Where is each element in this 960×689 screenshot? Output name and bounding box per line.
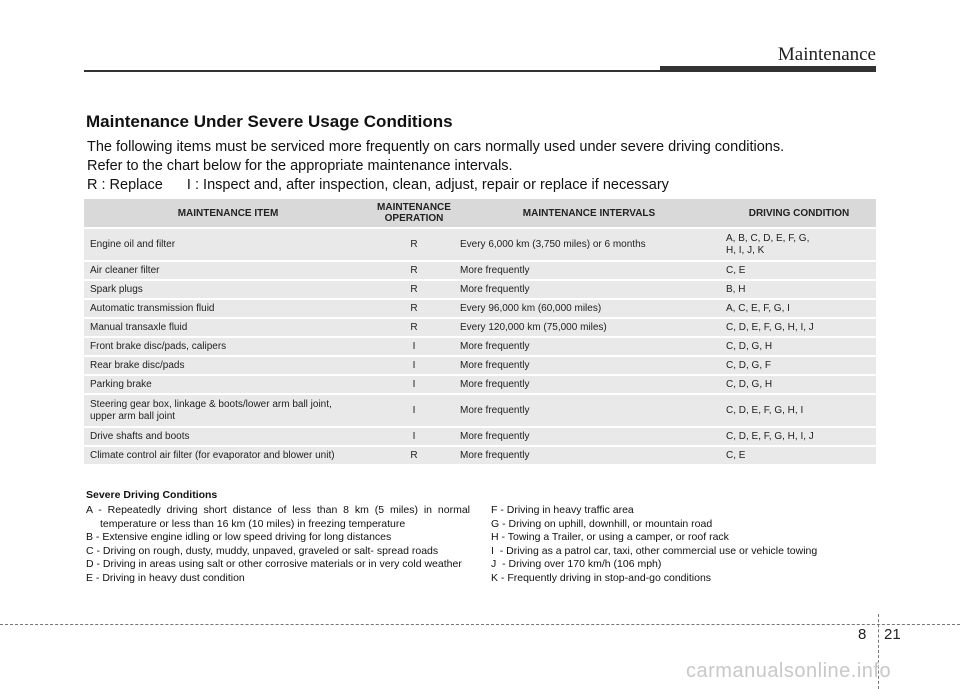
cell-condition: C, D, G, F (722, 357, 876, 374)
cell-condition: C, D, G, H (722, 376, 876, 393)
conditions-list-right (491, 504, 881, 585)
cell-item: Parking brake (84, 376, 372, 393)
maintenance-table (84, 197, 876, 466)
header-rule-thin (84, 70, 664, 72)
cell-operation: I (372, 376, 456, 393)
condition-item-j: J - Driving over 170 km/h (106 mph) (491, 558, 662, 570)
cell-interval: More frequently (456, 447, 722, 464)
cell-item: Spark plugs (84, 281, 372, 298)
cell-condition: C, D, E, F, G, H, I, J (722, 428, 876, 445)
page-header-title: Maintenance (777, 44, 876, 65)
table-header-row (84, 199, 876, 227)
table-row (84, 357, 876, 374)
cell-condition-line-1: A, B, C, D, E, F, G, (726, 232, 810, 244)
cell-item: Climate control air filter (for evaporator and blower unit) (84, 447, 372, 464)
condition-item-k: K - Frequently driving in stop-and-go conditions (491, 571, 712, 584)
cell-interval: More frequently (456, 428, 722, 445)
condition-item-d: D - Driving in areas using salt or other corrosive materials or in very cold weather (86, 558, 462, 570)
maintenance-table-wrapper (84, 197, 876, 466)
cell-interval: Every 120,000 km (75,000 miles) (456, 319, 722, 336)
cell-operation: R (372, 300, 456, 317)
header-driving-condition: DRIVING CONDITION (722, 199, 876, 227)
header-operation-line-1: MAINTENANCE (377, 202, 451, 213)
chapter-number: 8 (858, 626, 867, 643)
cell-condition: C, D, E, F, G, H, I, J (722, 319, 876, 336)
cell-condition: C, D, G, H (722, 338, 876, 355)
cell-interval: More frequently (456, 262, 722, 279)
header-operation-line-2: OPERATION (384, 213, 444, 224)
cell-condition: C, E (722, 447, 876, 464)
header-maintenance-intervals: MAINTENANCE INTERVALS (456, 199, 722, 227)
cell-item-line-1: Engine oil and filter (90, 238, 176, 250)
cell-item: Manual transaxle fluid (84, 319, 372, 336)
cell-interval: More frequently (456, 357, 722, 374)
table-row (84, 338, 876, 355)
cell-item (84, 395, 372, 426)
cell-item: Front brake disc/pads, calipers (84, 338, 372, 355)
table-row (84, 229, 876, 260)
section-title: Maintenance Under Severe Usage Conditions (86, 112, 453, 131)
cell-item: Rear brake disc/pads (84, 357, 372, 374)
cell-operation: I (372, 357, 456, 374)
cell-operation: I (372, 338, 456, 355)
cell-operation: R (372, 447, 456, 464)
conditions-list-left (86, 504, 470, 585)
cell-item-line-1: Steering gear box, linkage & boots/lower arm ball joint, (90, 398, 332, 410)
cell-operation: I (372, 395, 456, 426)
condition-item-b: B - Extensive engine idling or low speed driving for long distances (86, 531, 392, 543)
table-row (84, 447, 876, 464)
cell-item: Air cleaner filter (84, 262, 372, 279)
intro-text (87, 138, 887, 195)
cell-interval: Every 6,000 km (3,750 miles) or 6 months (456, 229, 722, 260)
table-row (84, 262, 876, 279)
table-row (84, 300, 876, 317)
severe-conditions-title: Severe Driving Conditions (86, 489, 218, 501)
footer-rule (0, 624, 960, 625)
header-maintenance-item: MAINTENANCE ITEM (84, 199, 372, 227)
table-row (84, 395, 876, 426)
condition-item-e: E - Driving in heavy dust condition (86, 571, 245, 584)
cell-item (84, 229, 372, 260)
table-row (84, 319, 876, 336)
header-rule-thick (660, 66, 876, 72)
page-number: 21 (884, 626, 901, 643)
condition-item-g: G - Driving on uphill, downhill, or mountain road (491, 517, 713, 530)
cell-condition-line-2: H, I, J, K (726, 244, 765, 256)
condition-item-c: C - Driving on rough, dusty, muddy, unpaved, graveled or salt- spread roads (86, 544, 439, 557)
table-row (84, 376, 876, 393)
cell-operation: I (372, 428, 456, 445)
condition-item-h: H - Towing a Trailer, or using a camper, or roof rack (491, 531, 729, 543)
cell-interval: More frequently (456, 395, 722, 426)
cell-interval: More frequently (456, 281, 722, 298)
cell-item-line-2: upper arm ball joint (90, 410, 176, 422)
cell-condition: B, H (722, 281, 876, 298)
watermark-text: carmanualsonline.info (686, 660, 892, 682)
intro-line-2: Refer to the chart below for the appropriate maintenance intervals. (87, 158, 513, 174)
cell-operation: R (372, 229, 456, 260)
cell-operation: R (372, 262, 456, 279)
cell-condition: C, D, E, F, G, H, I (722, 395, 876, 426)
header-maintenance-operation (372, 199, 456, 227)
cell-operation: R (372, 319, 456, 336)
cell-condition: A, C, E, F, G, I (722, 300, 876, 317)
table-row (84, 428, 876, 445)
cell-condition: C, E (722, 262, 876, 279)
cell-interval: Every 96,000 km (60,000 miles) (456, 300, 722, 317)
intro-line-1: The following items must be serviced more frequently on cars normally used under severe driving conditions. (87, 139, 785, 155)
cell-operation: R (372, 281, 456, 298)
cell-condition (722, 229, 876, 260)
cell-item: Automatic transmission fluid (84, 300, 372, 317)
condition-item-f: F - Driving in heavy traffic area (491, 504, 634, 516)
cell-item: Drive shafts and boots (84, 428, 372, 445)
table-row (84, 281, 876, 298)
condition-item-a: A - Repeatedly driving short distance of less than 8 km (5 miles) in normal temperature or less than 16 km (10 miles) in freezing temperature (86, 504, 470, 530)
cell-interval: More frequently (456, 376, 722, 393)
cell-interval: More frequently (456, 338, 722, 355)
intro-line-3: R : Replace I : Inspect and, after inspection, clean, adjust, repair or replace if necessary (87, 177, 669, 193)
condition-item-i: I - Driving as a patrol car, taxi, other commercial use or vehicle towing (491, 544, 818, 557)
